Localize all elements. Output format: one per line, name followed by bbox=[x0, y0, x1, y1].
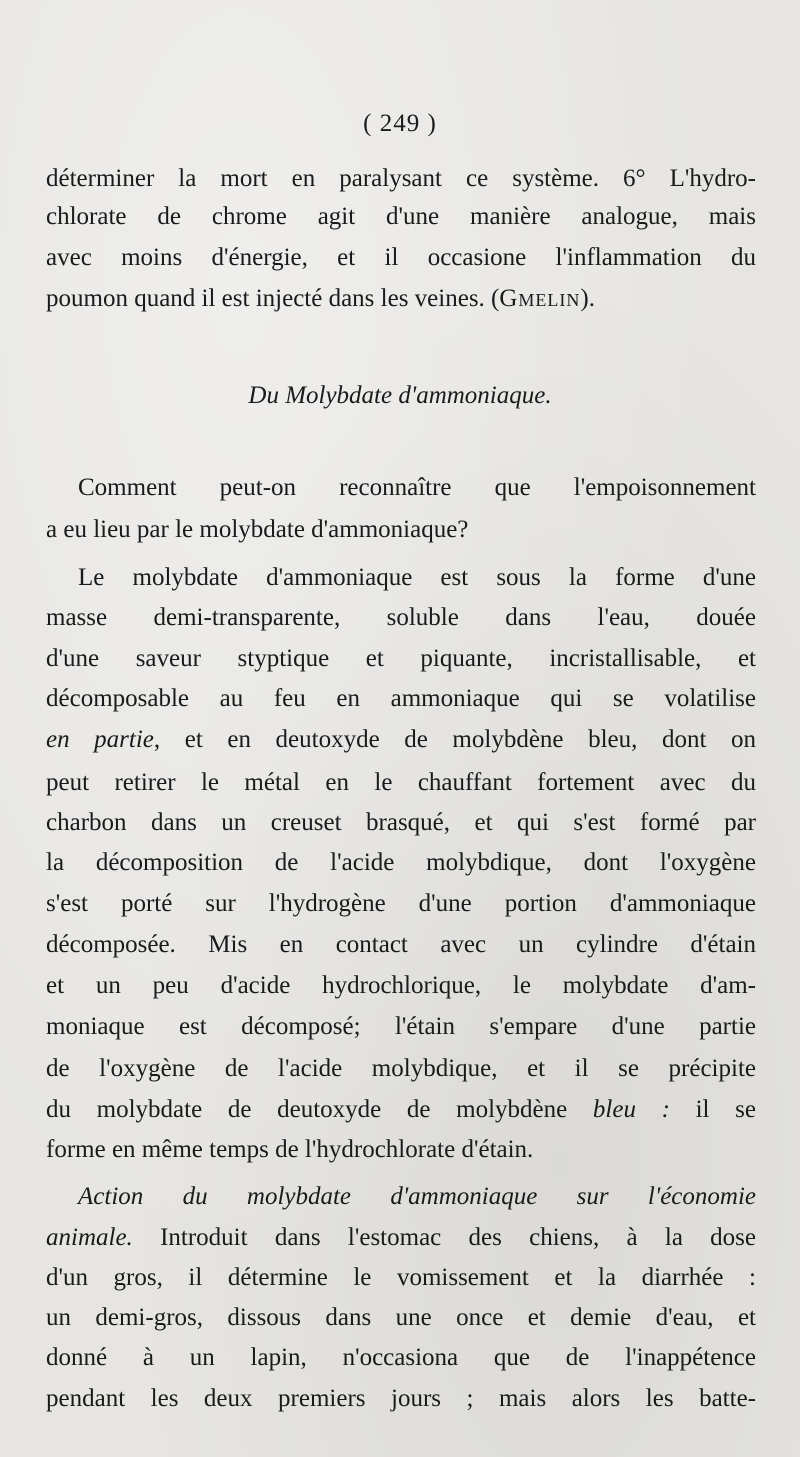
text-line bbox=[46, 1090, 756, 1130]
text-line bbox=[46, 720, 756, 760]
text-line: la décomposition de l'acide molybdique, dont l'oxygène bbox=[46, 849, 756, 876]
text-line: avec moins d'énergie, et il occasione l'inflammation du bbox=[46, 244, 756, 271]
text-line: Comment peut-on reconnaître que l'empoisonnement bbox=[78, 474, 756, 501]
text-line: déterminer la mort en paralysant ce système. 6° L'hydro- bbox=[46, 165, 756, 192]
text-line: masse demi-transparente, soluble dans l'eau, douée bbox=[46, 604, 756, 631]
section-heading: Du Molybdate d'ammoniaque. bbox=[248, 382, 552, 409]
text-line: moniaque est décomposé; l'étain s'empare d'une partie bbox=[46, 1013, 756, 1040]
italic-span: en partie bbox=[46, 726, 154, 753]
text-span: Introduit dans l'estomac des chiens, à la dose bbox=[132, 1224, 756, 1251]
text-line: de l'oxygène de l'acide molybdique, et il se précipite bbox=[46, 1055, 756, 1082]
text-span: il se bbox=[669, 1096, 756, 1123]
text-line: peut retirer le métal en le chauffant fortement avec du bbox=[46, 769, 756, 796]
text-line: décomposée. Mis en contact avec un cylindre d'étain bbox=[46, 931, 756, 958]
text-span: du molybdate de deutoxyde de molybdène bbox=[46, 1096, 593, 1123]
text-line: d'une saveur styptique et piquante, incristallisable, et bbox=[46, 645, 756, 672]
text-line: a eu lieu par le molybdate d'ammoniaque? bbox=[46, 516, 469, 543]
author-name: Gmelin bbox=[499, 285, 581, 312]
text-span: ). bbox=[580, 285, 595, 312]
text-line bbox=[46, 279, 756, 319]
text-line: donné à un lapin, n'occasiona que de l'inappétence bbox=[46, 1344, 756, 1371]
text-line: Le molybdate d'ammoniaque est sous la forme d'une bbox=[78, 564, 756, 591]
text-line: décomposable au feu en ammoniaque qui se volatilise bbox=[46, 685, 756, 712]
text-line: charbon dans un creuset brasqué, et qui s'est formé par bbox=[46, 809, 756, 836]
italic-span: animale. bbox=[46, 1224, 133, 1251]
page-number: ( 249 ) bbox=[363, 110, 437, 137]
text-line bbox=[46, 1218, 756, 1258]
text-line: pendant les deux premiers jours ; mais alors les batte- bbox=[46, 1385, 756, 1412]
text-line: et un peu d'acide hydrochlorique, le molybdate d'am- bbox=[46, 972, 756, 999]
text-span: poumon quand il est injecté dans les veines. ( bbox=[46, 285, 500, 312]
italic-span: bleu : bbox=[592, 1096, 670, 1123]
text-line: s'est porté sur l'hydrogène d'une portion d'ammoniaque bbox=[46, 890, 756, 917]
text-line: Action du molybdate d'ammoniaque sur l'économie bbox=[78, 1183, 756, 1210]
text-line: forme en même temps de l'hydrochlorate d'étain. bbox=[46, 1136, 534, 1163]
text-span: , et en deutoxyde de molybdène bleu, dont on bbox=[153, 726, 756, 753]
text-line: un demi-gros, dissous dans une once et demie d'eau, et bbox=[46, 1304, 756, 1331]
text-line: chlorate de chrome agit d'une manière analogue, mais bbox=[46, 203, 756, 230]
text-line: d'un gros, il détermine le vomissement et la diarrhée : bbox=[46, 1264, 756, 1291]
